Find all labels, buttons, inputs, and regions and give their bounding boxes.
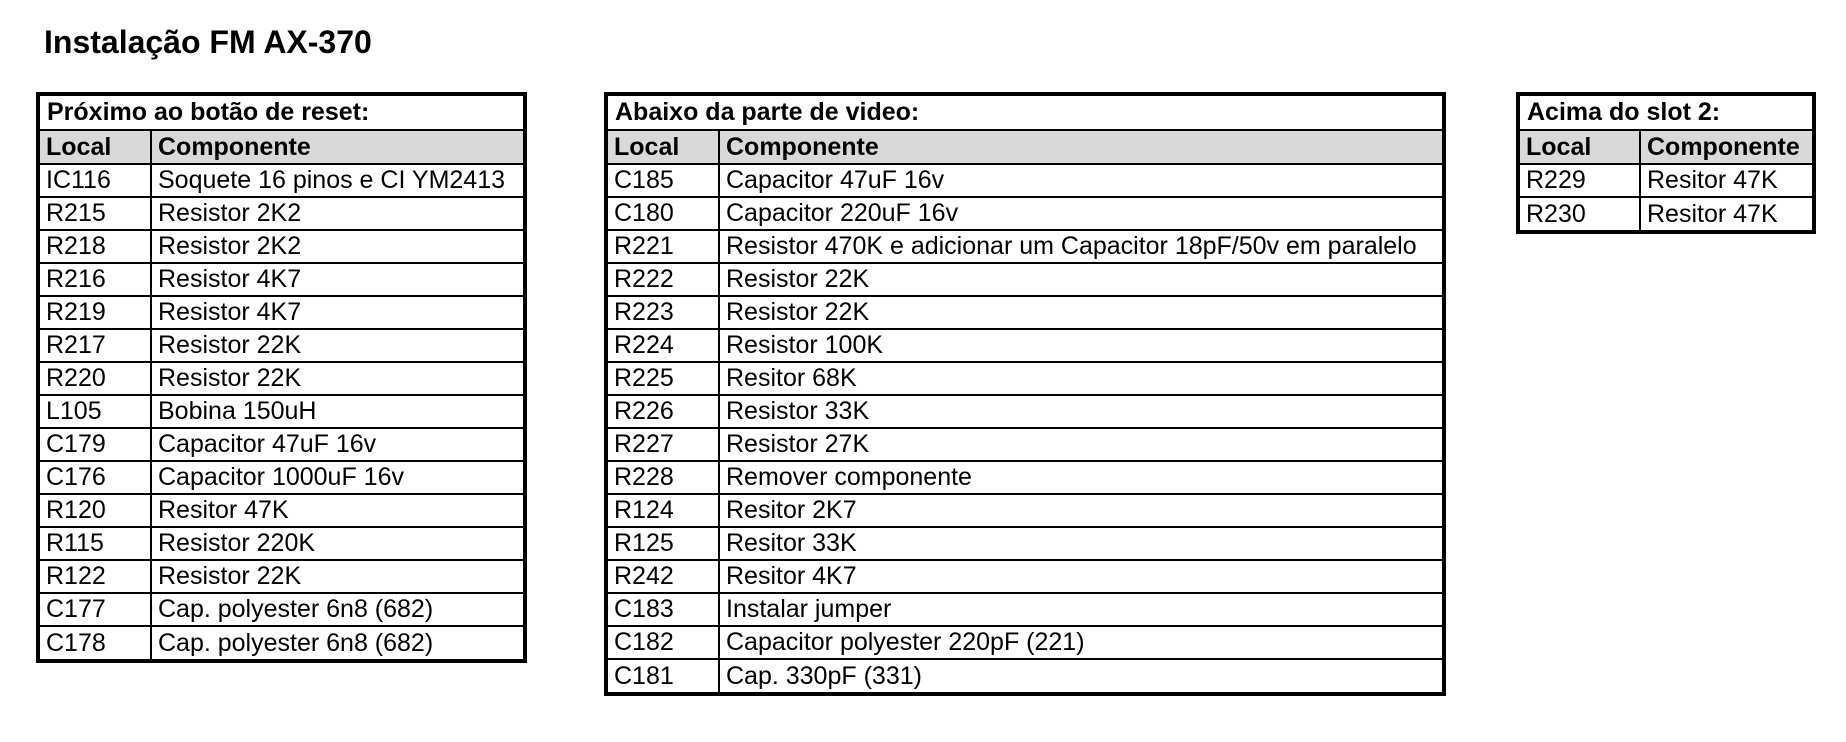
cell-local: C178	[40, 626, 151, 659]
table-row	[40, 527, 523, 560]
column-header-componente: Componente	[719, 131, 1442, 164]
table-row	[608, 296, 1442, 329]
cell-local: R215	[40, 197, 151, 230]
cell-componente: Resistor 22K	[719, 296, 1442, 329]
column-header-local: Local	[1520, 131, 1640, 164]
cell-local: R122	[40, 560, 151, 593]
table-row	[1520, 164, 1812, 197]
cell-local: R226	[608, 395, 719, 428]
cell-componente: Resistor 4K7	[151, 296, 523, 329]
page-title: Instalação FM AX-370	[44, 24, 372, 60]
cell-componente: Resistor 33K	[719, 395, 1442, 428]
cell-local: R218	[40, 230, 151, 263]
table-row	[40, 164, 523, 197]
table-row	[1520, 197, 1812, 230]
cell-componente: Resitor 2K7	[719, 494, 1442, 527]
table-slot2-area	[1516, 92, 1816, 234]
table-row	[608, 494, 1442, 527]
cell-local: C183	[608, 593, 719, 626]
table-caption: Próximo ao botão de reset:	[40, 96, 523, 131]
cell-componente: Capacitor 1000uF 16v	[151, 461, 523, 494]
cell-componente: Capacitor polyester 220pF (221)	[719, 626, 1442, 659]
table-row	[608, 461, 1442, 494]
cell-componente: Resitor 68K	[719, 362, 1442, 395]
table-video-area	[604, 92, 1446, 696]
cell-componente: Resitor 47K	[1640, 164, 1812, 197]
cell-componente: Resistor 27K	[719, 428, 1442, 461]
cell-local: C176	[40, 461, 151, 494]
column-header-componente: Componente	[151, 131, 523, 164]
cell-componente: Resistor 2K2	[151, 197, 523, 230]
cell-local: IC116	[40, 164, 151, 197]
table-row	[608, 428, 1442, 461]
table-caption: Acima do slot 2:	[1520, 96, 1812, 131]
cell-local: R125	[608, 527, 719, 560]
cell-local: C185	[608, 164, 719, 197]
table-row	[608, 197, 1442, 230]
cell-local: R223	[608, 296, 719, 329]
table-row	[608, 659, 1442, 692]
cell-componente: Cap. polyester 6n8 (682)	[151, 593, 523, 626]
table-reset-area	[36, 92, 527, 663]
table-row	[40, 296, 523, 329]
table-row	[40, 626, 523, 659]
cell-local: R221	[608, 230, 719, 263]
table-row	[40, 494, 523, 527]
cell-local: R220	[40, 362, 151, 395]
cell-local: R217	[40, 329, 151, 362]
column-header-componente: Componente	[1640, 131, 1812, 164]
table-row	[40, 230, 523, 263]
cell-componente: Resistor 100K	[719, 329, 1442, 362]
table-row	[608, 263, 1442, 296]
cell-componente: Resitor 33K	[719, 527, 1442, 560]
cell-componente: Resistor 22K	[151, 560, 523, 593]
cell-local: R216	[40, 263, 151, 296]
table-row	[608, 395, 1442, 428]
table-row	[608, 230, 1442, 263]
table-row	[608, 560, 1442, 593]
cell-componente: Resitor 4K7	[719, 560, 1442, 593]
table-row	[40, 395, 523, 428]
cell-componente: Capacitor 220uF 16v	[719, 197, 1442, 230]
cell-local: R227	[608, 428, 719, 461]
table-row	[40, 197, 523, 230]
cell-local: R219	[40, 296, 151, 329]
table-row	[608, 527, 1442, 560]
table-row	[608, 164, 1442, 197]
cell-componente: Bobina 150uH	[151, 395, 523, 428]
table-row	[40, 362, 523, 395]
cell-local: C177	[40, 593, 151, 626]
table-row	[40, 560, 523, 593]
cell-componente: Remover componente	[719, 461, 1442, 494]
cell-componente: Cap. 330pF (331)	[726, 661, 922, 690]
cell-componente: Capacitor 47uF 16v	[719, 164, 1442, 197]
cell-componente: Resitor 47K	[1647, 199, 1778, 228]
cell-local: R242	[608, 560, 719, 593]
cell-componente: Resitor 47K	[151, 494, 523, 527]
cell-componente: Resistor 2K2	[151, 230, 523, 263]
table-row	[40, 263, 523, 296]
table-header-row	[40, 131, 523, 164]
column-header-local: Local	[608, 131, 719, 164]
cell-componente: Resistor 22K	[719, 263, 1442, 296]
cell-local: C182	[608, 626, 719, 659]
cell-local: C181	[608, 659, 719, 692]
cell-local: C179	[40, 428, 151, 461]
cell-componente: Instalar jumper	[719, 593, 1442, 626]
cell-componente: Resistor 470K e adicionar um Capacitor 18pF/50v em paralelo	[719, 230, 1442, 263]
cell-local: L105	[40, 395, 151, 428]
column-header-local: Local	[40, 131, 151, 164]
table-row	[40, 329, 523, 362]
cell-local: R228	[608, 461, 719, 494]
table-row	[608, 362, 1442, 395]
table-row	[40, 461, 523, 494]
cell-local: R120	[40, 494, 151, 527]
table-caption: Abaixo da parte de video:	[608, 96, 1442, 131]
table-header-row	[608, 131, 1442, 164]
table-row	[608, 593, 1442, 626]
cell-local: R124	[608, 494, 719, 527]
cell-local: R224	[608, 329, 719, 362]
cell-componente: Capacitor 47uF 16v	[151, 428, 523, 461]
cell-local: R229	[1520, 164, 1640, 197]
table-row	[608, 329, 1442, 362]
cell-local: R222	[608, 263, 719, 296]
cell-componente: Cap. polyester 6n8 (682)	[158, 628, 434, 657]
cell-componente: Resistor 22K	[151, 362, 523, 395]
table-row	[40, 593, 523, 626]
cell-local: R115	[40, 527, 151, 560]
cell-componente: Resistor 22K	[151, 329, 523, 362]
cell-componente: Resistor 220K	[151, 527, 523, 560]
table-row	[608, 626, 1442, 659]
cell-componente: Soquete 16 pinos e CI YM2413	[151, 164, 523, 197]
cell-componente: Resistor 4K7	[151, 263, 523, 296]
cell-local: R225	[608, 362, 719, 395]
cell-local: C180	[608, 197, 719, 230]
table-header-row	[1520, 131, 1812, 164]
cell-local: R230	[1520, 197, 1640, 230]
table-row	[40, 428, 523, 461]
